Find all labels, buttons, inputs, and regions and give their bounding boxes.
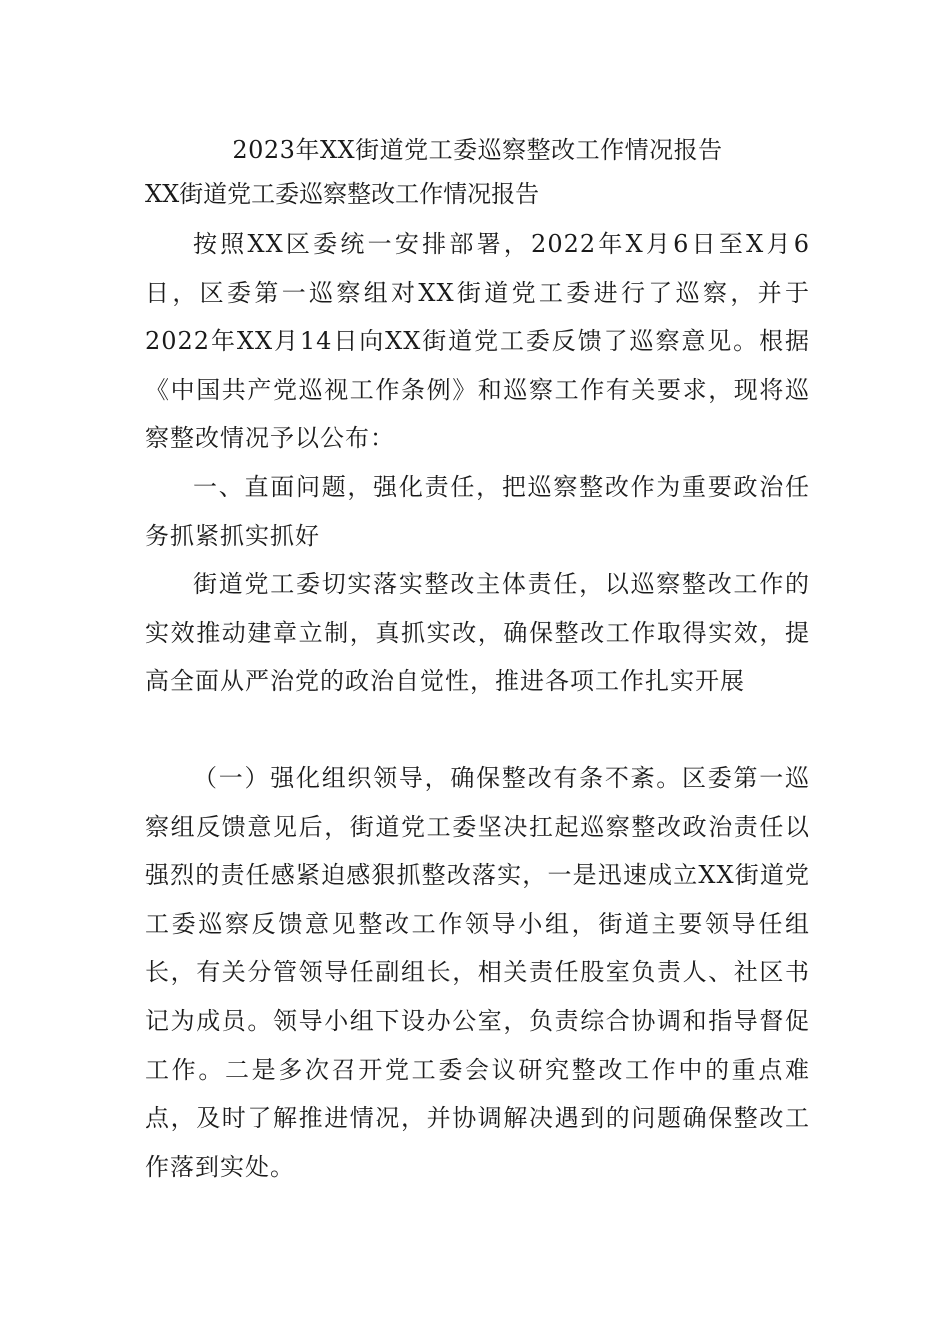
paragraph-subsection-1: （一）强化组织领导，确保整改有条不紊。区委第一巡察组反馈意见后，街道党工委坚决扛起巡察整改政治责任以强烈的责任感紧迫感狠抓整改落实，一是迅速成立XX街道党工委巡察反馈意见整改工作领导小组，街道主要领导任组长，有关分管领导任副组长，相关责任股室负责人、社区书记为成员。领导小组下设办公室，负责综合协调和指导督促工作。二是多次召开党工委会议研究整改工作中的重点难点，及时了解推进情况，并协调解决遇到的问题确保整改工作落到实处。 [145, 763, 810, 1181]
document-title: 2023年XX街道党工委巡察整改工作情况报告 [232, 136, 723, 164]
paragraph-section-1-summary: 街道党工委切实落实整改主体责任，以巡察整改工作的实效推动建章立制，真抓实改，确保整改工作取得实效，提高全面从严治党的政治自觉性，推进各项工作扎实开展 [145, 570, 810, 696]
paragraph-intro: 按照XX区委统一安排部署，2022年X月6日至X月6日，区委第一巡察组对XX街道党工委进行了巡察，并于2022年XX月14日向XX街道党工委反馈了巡察意见。根据《中国共产党巡视工作条例》和巡察工作有关要求，现将巡察整改情况予以公布： [145, 230, 810, 453]
document-page [145, 128, 810, 1191]
paragraph-spacer [145, 706, 810, 754]
document-subtitle: XX街道党工委巡察整改工作情况报告 [145, 180, 540, 208]
paragraph-section-heading-1: 一、直面问题，强化责任，把巡察整改作为重要政治任务抓紧抓实抓好 [145, 472, 810, 550]
